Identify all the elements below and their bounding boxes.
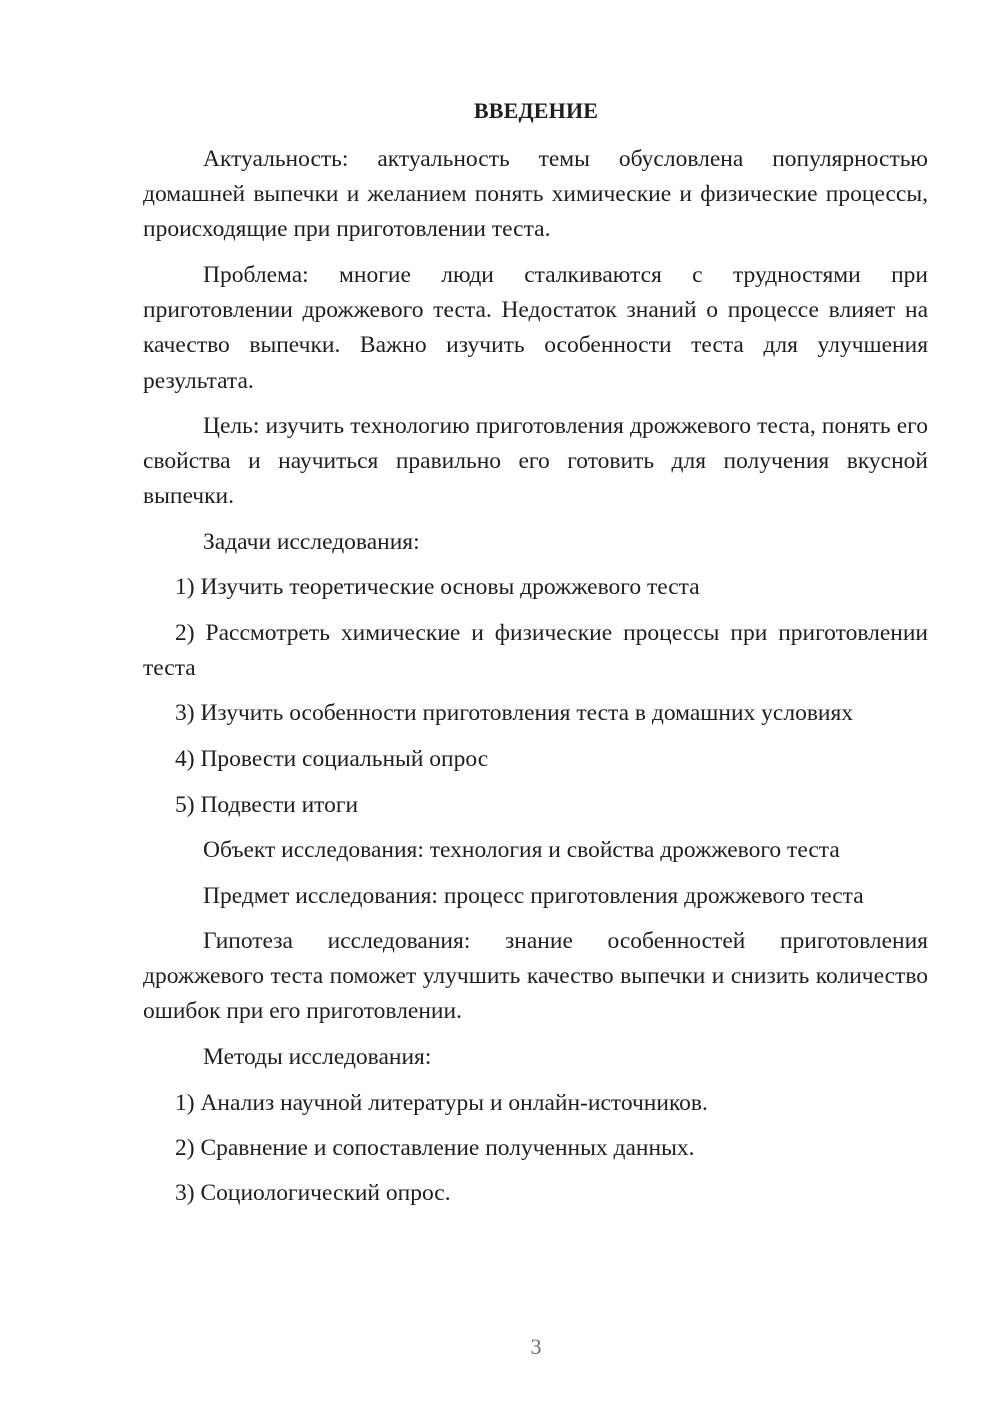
tasks-heading: Задачи исследования: [203, 529, 420, 555]
method-item: 3) Социологический опрос. [175, 1180, 451, 1206]
method-item: 2) Сравнение и сопоставление полученных данных. [175, 1135, 695, 1161]
task-item: 5) Подвести итоги [175, 792, 359, 818]
method-item: 1) Анализ научной литературы и онлайн-источников. [175, 1090, 708, 1116]
paragraph-relevance: Актуальность: актуальность темы обусловлена популярностью домашней выпечки и желанием понять химические и физические процессы, происходящие при приготовлении теста. [143, 146, 928, 243]
task-item: 3) Изучить особенности приготовления теста в домашних условиях [175, 700, 854, 726]
page-title: ВВЕДЕНИЕ [473, 98, 599, 123]
paragraph-problem: Проблема: многие люди сталкиваются с трудностями при приготовлении дрожжевого теста. Недостаток знаний о процессе влияет на качество выпечки. Важно изучить особенности теста для улучшения результата. [143, 262, 928, 394]
paragraph-goal: Цель: изучить технологию приготовления дрожжевого теста, понять его свойства и научиться правильно его готовить для получения вкусной выпечки. [143, 413, 928, 510]
paragraph-hypothesis: Гипотеза исследования: знание особенностей приготовления дрожжевого теста поможет улучшить качество выпечки и снизить количество ошибок при его приготовлении. [143, 928, 928, 1025]
paragraph-object: Объект исследования: технология и свойства дрожжевого теста [203, 837, 840, 863]
task-item: 1) Изучить теоретические основы дрожжевого теста [175, 574, 700, 600]
task-item: 2) Рассмотреть химические и физические процессы при приготовлении теста [143, 620, 928, 682]
paragraph-subject: Предмет исследования: процесс приготовления дрожжевого теста [203, 883, 864, 909]
task-item: 4) Провести социальный опрос [175, 746, 489, 772]
methods-heading: Методы исследования: [203, 1044, 432, 1070]
page-number: 3 [530, 1334, 542, 1359]
